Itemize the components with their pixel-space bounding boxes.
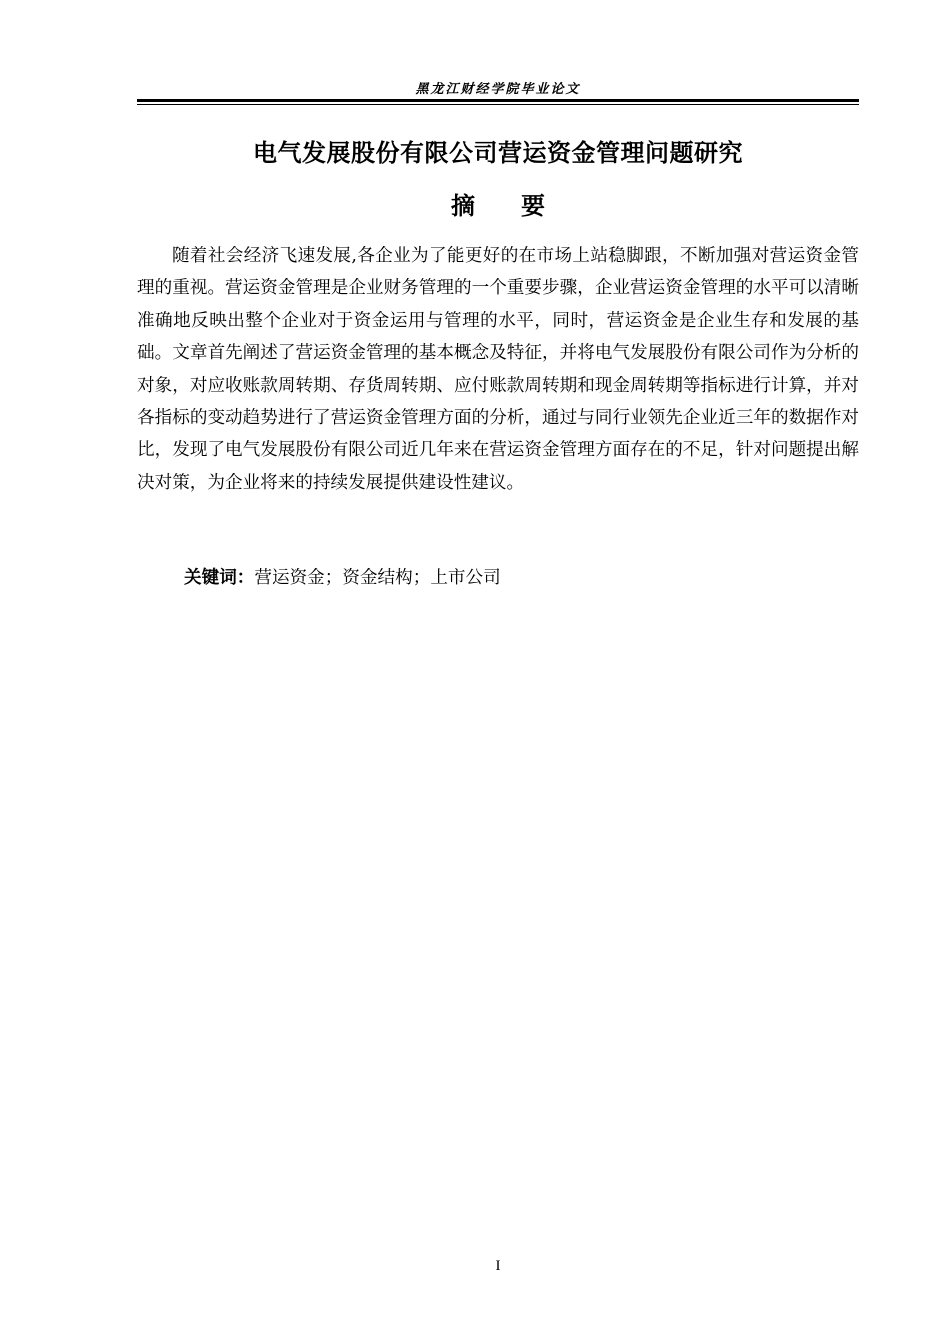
abstract-body: 随着社会经济飞速发展,各企业为了能更好的在市场上站稳脚跟，不断加强对营运资金管理的重视。营运资金管理是企业财务管理的一个重要步骤，企业营运资金管理的水平可以清晰准确地反映出整个企业对于资金运用与管理的水平，同时，营运资金是企业生存和发展的基础。文章首先阐述了营运资金管理的基本概念及特征，并将电气发展股份有限公司作为分析的对象，对应收账款周转期、存货周转期、应付账款周转期和现金周转期等指标进行计算，并对各指标的变动趋势进行了营运资金管理方面的分析，通过与同行业领先企业近三年的数据作对比，发现了电气发展股份有限公司近几年来在营运资金管理方面存在的不足，针对问题提出解决对策，为企业将来的持续发展提供建设性建议。: [137, 246, 859, 493]
running-header: 黑龙江财经学院毕业论文: [415, 82, 581, 97]
keywords-line: [184, 562, 501, 594]
abstract-heading-first-char: 摘: [451, 192, 475, 220]
keywords-items: 营运资金；资金结构；上市公司: [254, 568, 501, 588]
abstract-heading: [137, 186, 859, 221]
keywords-label: 关键词：: [184, 568, 255, 588]
abstract-heading-second-char: 要: [521, 192, 545, 220]
header-rule-thick: [137, 99, 859, 102]
header-rule-thin: [137, 104, 859, 105]
page-number: I: [495, 1258, 501, 1274]
thesis-title: 电气发展股份有限公司营运资金管理问题研究: [253, 139, 743, 167]
